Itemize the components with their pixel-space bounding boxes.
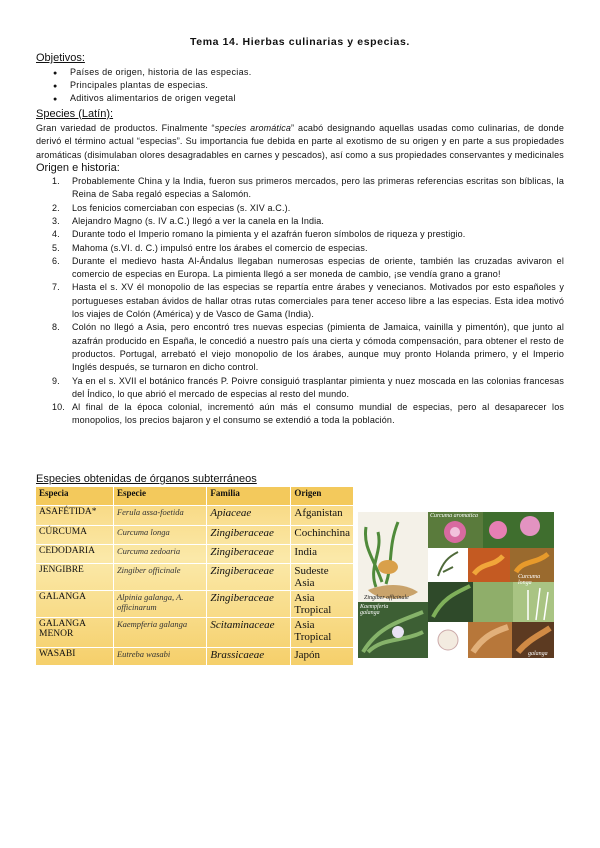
historia-list: [36, 175, 564, 428]
item-text: Los fenicios comerciaban con especias (s. XIV a.C.).: [72, 202, 291, 213]
cell-especie: Alpinia galanga, A. officinarum: [113, 591, 206, 618]
caption-kaempferia: Kaempferia galanga: [360, 604, 389, 616]
item-number: 1.: [52, 176, 60, 187]
list-item: [52, 228, 564, 241]
cell-especia: GALANGA: [36, 591, 113, 618]
cell-familia: Zingiberaceae: [207, 591, 291, 618]
item-text: Al final de la época colonial, incrementó aún más el consumo mundial de especias, pero al desaparecer los monopolios, los precios bajaron y el consumo se extendió a toda la población.: [72, 402, 564, 426]
item-text: Colón no llegó a Asia, pero encontró tres nuevas especias (pimienta de Jamaica, vainilla y pimentón), que junto al azafrán producido en España, le concedió a nuestro país una cierta y cómoda compensación, para obtener el resto de productos. Portugal, arrebató el viejo monopolio de los árabes, aunque muy pronto Holanda primero, y el Imperio Inglés después, se turnaron en dicho control.: [72, 322, 564, 373]
item-text: Probablemente China y la India, fueron sus primeros mercados, pero las primeras referencias escritas son bíblicas, la Reina de Saba regaló especias a Salomón.: [72, 176, 564, 200]
cell-especie: Ferula assa-foetida: [113, 506, 206, 526]
caption-zingiber: Zingiber officinale: [364, 595, 409, 601]
list-item: ● Países de origen, historia de las especias.: [70, 66, 564, 79]
item-number: 6.: [52, 255, 60, 266]
cell-especia: JENGIBRE: [36, 564, 113, 591]
list-item: [52, 375, 564, 402]
table-header-row: [36, 487, 354, 506]
item-number: 3.: [52, 216, 60, 226]
caption-curcuma-longa: Curcuma longa: [518, 574, 541, 586]
table-row: [36, 526, 354, 545]
plant-tile: [513, 582, 554, 622]
cell-especia: ASAFÉTIDA*: [36, 506, 113, 526]
pink-bract-center: [450, 527, 460, 537]
kaempferia-flower: [392, 626, 404, 638]
list-item: ● Aditivos alimentarios de origen vegetal: [70, 92, 564, 105]
caption-galanga: galanga: [528, 651, 548, 657]
cell-especie: Kaempferia galanga: [113, 618, 206, 648]
pink-flower: [520, 516, 540, 536]
cell-origen: India: [291, 545, 354, 564]
historia-heading: Origen e historia:: [36, 162, 120, 175]
list-item: [52, 321, 564, 374]
table-row: [36, 506, 354, 526]
cell-origen: Asia Tropical: [291, 591, 354, 618]
cell-especia: WASABI: [36, 648, 113, 666]
table-row: [36, 564, 354, 591]
list-item: [52, 215, 564, 228]
cell-especie: Curcuma longa: [113, 526, 206, 545]
item-number: 5.: [52, 242, 60, 253]
cell-familia: Brassicaeae: [207, 648, 291, 666]
species-paragraph: [36, 122, 564, 163]
cell-origen: Asia Tropical: [291, 618, 354, 648]
list-item: [52, 242, 564, 255]
paragraph-italic: species aromática: [214, 122, 292, 133]
cell-especie: Curcuma zedoaria: [113, 545, 206, 564]
list-item: [52, 401, 564, 428]
cell-familia: Scitaminaceae: [207, 618, 291, 648]
white-root: [438, 630, 458, 650]
list-item: [52, 175, 564, 202]
field-tile: [473, 582, 513, 622]
item-text: Hasta el s. XV él monopolio de las especias se repartía entre árabes y venecianos. Motivados por esto españoles y portugueses estaban ávidos de hallar otras rutas comerciales para tener acceso libre a las especias. Esta idea motivó los viajes de Colón (América) y de Vasco de Gama (India).: [72, 282, 564, 320]
column-header: Familia: [207, 487, 291, 506]
item-text: Durante todo el Imperio romano la pimienta y el azafrán fueron símbolos de riqueza y prestigio.: [72, 229, 466, 240]
sketch-tile: [428, 548, 468, 582]
page-title: Tema 14. Hierbas culinarias y especias.: [190, 36, 410, 48]
item-text: Alejandro Magno (s. IV a.C.) llegó a ver la canela en la India.: [72, 216, 325, 226]
cell-origen: Japón: [291, 648, 354, 666]
list-item: [52, 255, 564, 282]
item-number: 7.: [52, 282, 60, 293]
item-text: Mahoma (s.VI. d. C.) impulsó entre los árabes el comercio de especias.: [72, 242, 368, 253]
subterraneos-heading: Especies obtenidas de órganos subterráneos: [36, 473, 257, 485]
ginger-flower: [378, 560, 398, 574]
item-text: Ya en el s. XVII el botánico francés P. Poivre consiguió trasplantar pimienta y nuez moscada en las colonias francesas del Índico, lo que abrió el mercado de especias al resto del mundo.: [72, 375, 564, 399]
species-heading: Species (Latín):: [36, 107, 114, 120]
spice-plants-collage: [358, 512, 554, 658]
caption-curcuma-aromatica: Curcuma aromatica: [430, 513, 479, 519]
list-item: [52, 281, 564, 321]
cell-especia: CEDODARIA: [36, 545, 113, 564]
cell-especie: Eutreba wasabi: [113, 648, 206, 666]
objetivos-list: [36, 66, 564, 106]
pink-flower: [489, 521, 507, 539]
column-header: Especia: [36, 487, 113, 506]
cell-especia: GALANGA MENOR: [36, 618, 113, 648]
table-row: [36, 648, 354, 666]
table-row: [36, 591, 354, 618]
item-number: 8.: [52, 322, 60, 333]
spices-table: [36, 487, 354, 666]
list-item: [52, 202, 564, 215]
item-text: Durante el medievo hasta Al-Ándalus llegaban numerosas especias de oriente, también las cruzadas avivaron el comercio de especias en Europa. La pimienta llegó a ser moneda de cambio, ¡se vendía grano a grano!: [72, 255, 564, 280]
item-number: 9.: [52, 375, 60, 386]
cell-origen: Sudeste Asia: [291, 564, 354, 591]
column-header: Especie: [113, 487, 206, 506]
subterraneos-section: [36, 473, 564, 486]
cell-especia: CÚRCUMA: [36, 526, 113, 545]
table-row: [36, 618, 354, 648]
table-row: [36, 545, 354, 564]
item-number: 10.: [52, 402, 65, 413]
objetivos-heading: Objetivos:: [36, 52, 85, 64]
cell-origen: Afganistan: [291, 506, 354, 526]
item-number: 4.: [52, 229, 60, 240]
document-page: [36, 36, 564, 428]
column-header: Origen: [291, 487, 354, 506]
paragraph-text: Gran variedad de productos. Finalmente “: [36, 122, 215, 133]
cell-familia: Zingiberaceae: [207, 564, 291, 591]
cell-familia: Zingiberaceae: [207, 526, 291, 545]
item-number: 2.: [52, 202, 60, 213]
list-item: ● Principales plantas de especias.: [70, 79, 564, 92]
cell-especie: Zingiber officinale: [113, 564, 206, 591]
cell-familia: Apiaceae: [207, 506, 291, 526]
cell-origen: Cochinchina: [291, 526, 354, 545]
cell-familia: Zingiberaceae: [207, 545, 291, 564]
paragraph-text: ” acabó designando aquellas usadas como culinarias, de donde derivó el término actual “especias”. Su importancia fue debida en parte al exotismo de su origen y en parte a sus propiedades aromáticas (disimulaban olores desagradables en carnes y pescados), así como a sus propiedades conservantes y medicinales: [36, 122, 564, 160]
